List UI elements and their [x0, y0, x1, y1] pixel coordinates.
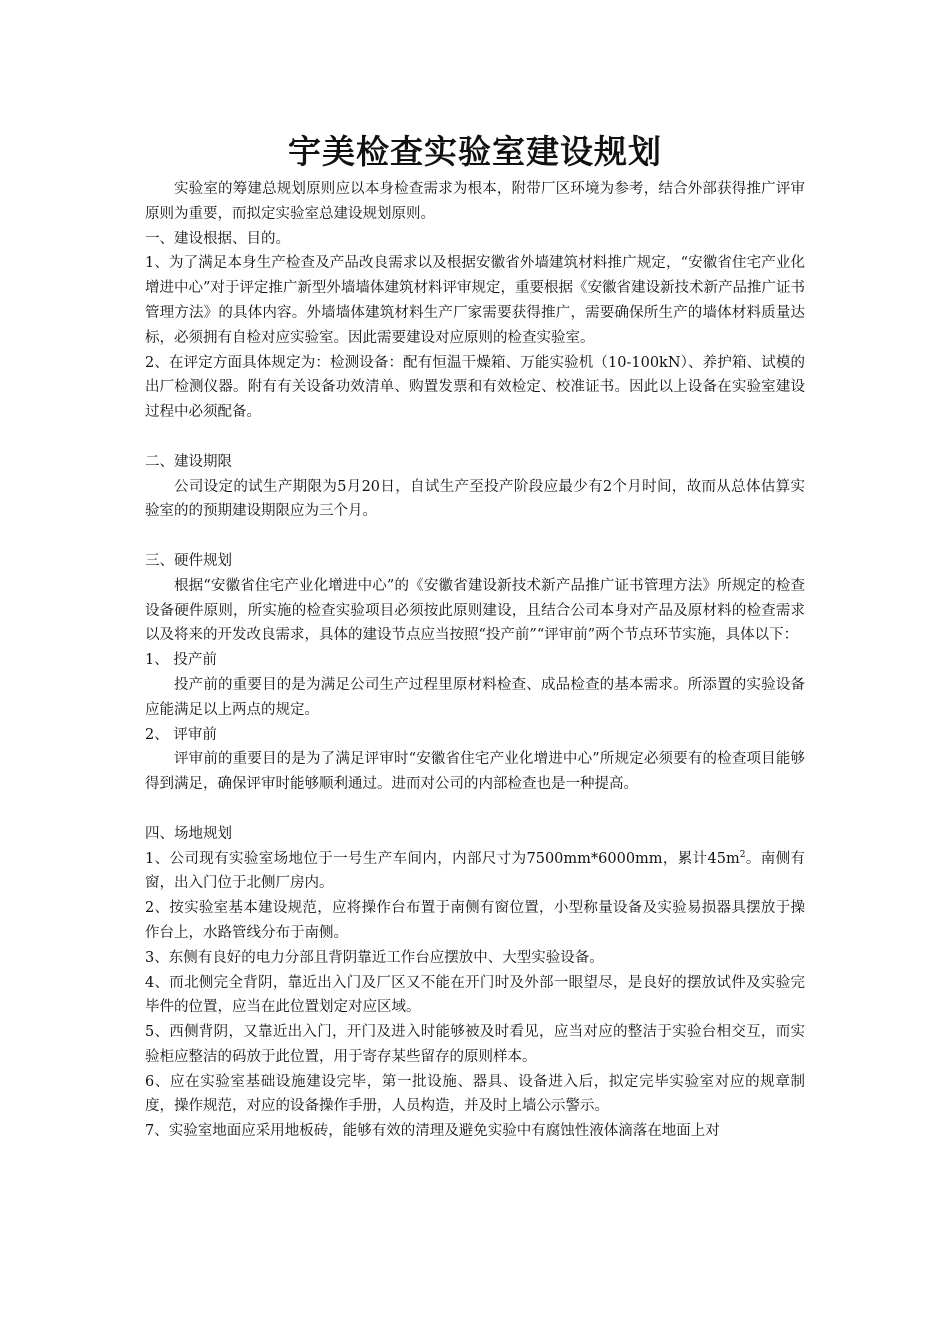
section-4-item-4: 4、而北侧完全背阴，靠近出入门及厂区又不能在开门时及外部一眼望尽，是良好的摆放试件及实验完毕件的位置，应当在此位置划定对应区域。: [145, 974, 805, 1016]
squared-superscript: 2: [739, 849, 746, 860]
section-3-sub-1-heading: 1、 投产前: [145, 652, 217, 669]
section-3-sub-1-body: 投产前的重要目的是为满足公司生产过程里原材料检查、成品检查的基本需求。所添置的实验设备应能满足以上两点的规定。: [145, 676, 805, 718]
section-4-item-1: [145, 847, 805, 897]
section-4-item-6: 6、应在实验室基础设施建设完毕，第一批设施、器具、设备进入后，拟定完毕实验室对应的规章制度，操作规范，对应的设备操作手册，人员构造，并及时上墙公示警示。: [145, 1073, 805, 1115]
spacer: [145, 524, 805, 549]
document-title: 宇美检查实验室建设规划: [288, 132, 662, 171]
section-4-item-3: 3、东侧有良好的电力分部且背阴靠近工作台应摆放中、大型实验设备。: [145, 949, 604, 966]
document-page: [145, 128, 805, 1144]
section-4-heading: 四、场地规划: [145, 825, 232, 842]
section-2-heading: 二、建设期限: [145, 453, 232, 470]
section-4-item-5: 5、西侧背阴，又靠近出入门，开门及进入时能够被及时看见，应当对应的整洁于实验台相交互，而实验柜应整洁的码放于此位置，用于寄存某些留存的原则样本。: [145, 1024, 805, 1065]
spacer: [145, 797, 805, 822]
section-4-item-7: 7、实验室地面应采用地板砖，能够有效的清理及避免实验中有腐蚀性液体滴落在地面上对: [145, 1123, 720, 1140]
section-3-sub-2-body: 评审前的重要目的是为了满足评审时“安徽省住宅产业化增进中心”所规定必须要有的检查项目能够得到满足，确保评审时能够顺利通过。进而对公司的内部检查也是一种提高。: [145, 751, 805, 793]
section-4-item-1-main: 1、公司现有实验室场地位于一号生产车间内，内部尺寸为7500mm*6000mm，累计45m: [145, 850, 740, 867]
section-4-item-1-tail: 。南侧有窗，出入门位于北侧厂房内。: [145, 850, 806, 892]
section-3-sub-2-heading: 2、 评审前: [145, 726, 217, 743]
section-1-item-1: 1、为了满足本身生产检查及产品改良需求以及根据安徽省外墙建筑材料推广规定，“安徽省住宅产业化增进中心”对于评定推广新型外墙墙体建筑材料评审规定，重要根据《安徽省建设新技术新产品推广证书管理方法》的具体内容。外墙墙体建筑材料生产厂家需要获得推广，需要确保所生产的墙体材料质量达标，必须拥有自检对应实验室。因此需要建设对应原则的检查实验室。: [145, 255, 805, 346]
section-4-item-2: 2、按实验室基本建设规范，应将操作台布置于南侧有窗位置，小型称量设备及实验易损器具摆放于操作台上，水路管线分布于南侧。: [145, 900, 805, 941]
section-3-body: 根据“安徽省住宅产业化增进中心”的《安徽省建设新技术新产品推广证书管理方法》所规定的检查设备硬件原则，所实施的检查实验项目必须按此原则建设，且结合公司本身对产品及原材料的检查需求以及将来的开发改良需求，具体的建设节点应当按照“投产前”“评审前”两个节点环节实施，具体以下：: [145, 577, 805, 644]
spacer: [145, 425, 805, 450]
section-2-body: 公司设定的试生产期限为5月20日，自试生产至投产阶段应最少有2个月时间，故而从总体估算实验室的的预期建设期限应为三个月。: [145, 478, 805, 520]
intro-paragraph: 实验室的筹建总规划原则应以本身检查需求为根本，附带厂区环境为参考，结合外部获得推广评审原则为重要，而拟定实验室总建设规划原则。: [145, 181, 805, 222]
section-1-heading: 一、建设根据、目的。: [145, 230, 290, 247]
section-3-heading: 三、硬件规划: [145, 552, 232, 569]
section-1-item-2: 2、在评定方面具体规定为：检测设备：配有恒温干燥箱、万能实验机（10-100kN）、养护箱、试模的出厂检测仪器。附有有关设备功效清单、购置发票和有效检定、校准证书。因此以上设备在实验室建设过程中必须配备。: [145, 354, 805, 421]
